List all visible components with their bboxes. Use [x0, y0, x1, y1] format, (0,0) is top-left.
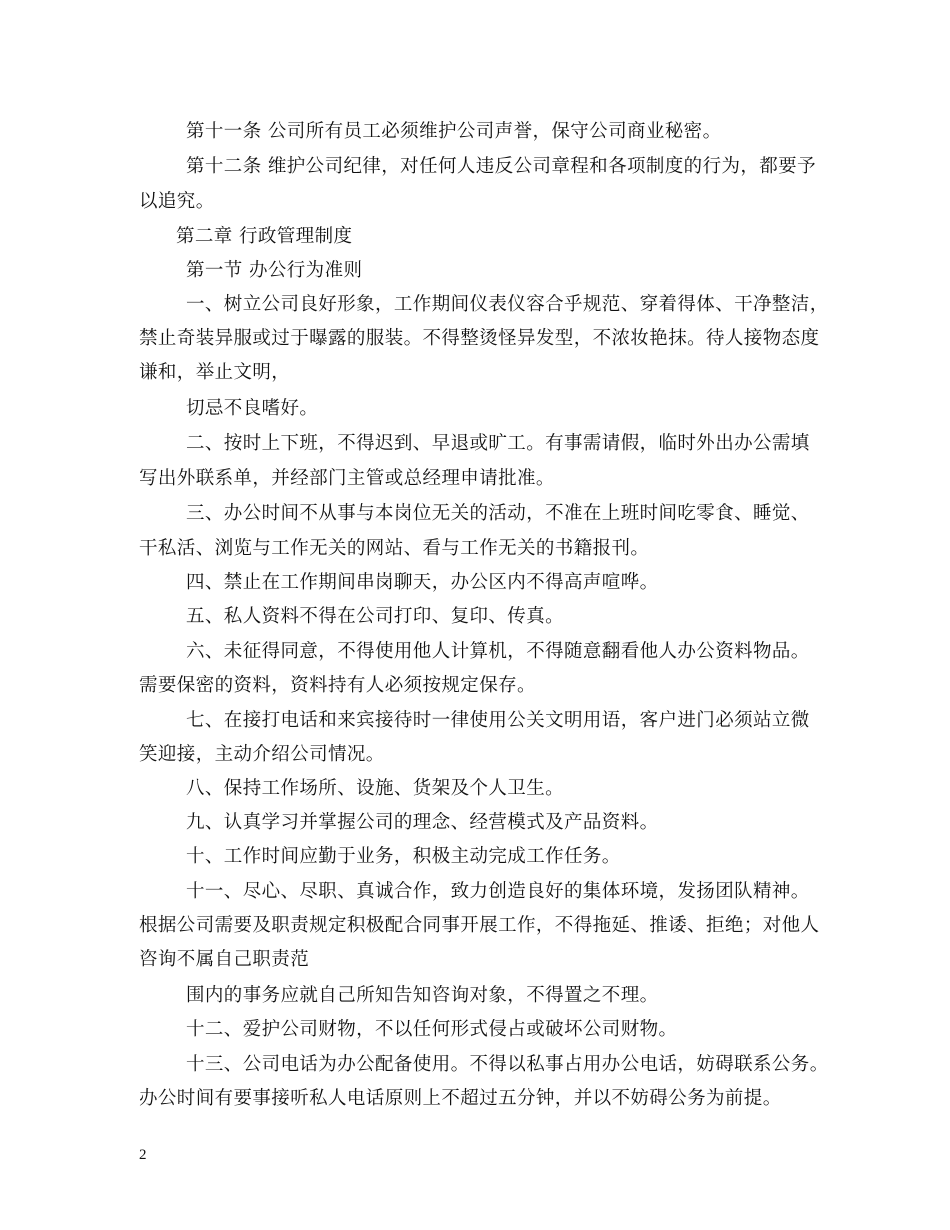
text-line: 八、保持工作场所、设施、货架及个人卫生。: [186, 778, 565, 799]
text-line: 四、禁止在工作期间串岗聊天，办公区内不得高声喧哗。: [186, 572, 659, 593]
text-line: 十二、爱护公司财物，不以任何形式侵占或破坏公司财物。: [186, 1019, 678, 1040]
text-line: 干私活、浏览与工作无关的网站、看与工作无关的书籍报刊。: [139, 538, 650, 559]
text-line: 根据公司需要及职责规定积极配合同事开展工作，不得拖延、推诿、拒绝；对他人: [139, 915, 820, 936]
text-line: 以追究。: [139, 191, 215, 212]
text-line: 谦和，举止文明，: [139, 362, 291, 383]
text-line: 第十一条 公司所有员工必须维护公司声誉，保守公司商业秘密。: [186, 121, 722, 142]
page-number: 2: [139, 1147, 147, 1163]
text-line: 切忌不良嗜好。: [186, 398, 319, 419]
text-line: 围内的事务应就自己所知告知咨询对象，不得置之不理。: [186, 985, 659, 1006]
text-line: 需要保密的资料，资料持有人必须按规定保存。: [139, 675, 536, 696]
text-line: 写出外联系单，并经部门主管或总经理申请批准。: [139, 468, 555, 489]
text-line: 二、按时上下班，不得迟到、早退或旷工。有事需请假，临时外出办公需填: [186, 433, 810, 454]
chapter-heading: 第二章 行政管理制度: [176, 226, 353, 247]
text-line: 第十二条 维护公司纪律，对任何人违反公司章程和各项制度的行为，都要予: [186, 156, 816, 177]
text-line: 七、在接打电话和来宾接待时一律使用公关文明用语，客户进门必须站立微: [186, 710, 810, 731]
text-line: 十一、尽心、尽职、真诚合作，致力创造良好的集体环境，发扬团队精神。: [186, 881, 810, 902]
text-line: 禁止奇装异服或过于曝露的服装。不得整烫怪异发型，不浓妆艳抹。待人接物态度: [139, 328, 820, 349]
text-line: 三、办公时间不从事与本岗位无关的活动，不准在上班时间吃零食、睡觉、: [186, 503, 810, 524]
text-line: 笑迎接，主动介绍公司情况。: [139, 744, 385, 765]
text-line: 十三、公司电话为办公配备使用。不得以私事占用办公电话，妨碍联系公务。: [186, 1054, 829, 1075]
text-line: 一、树立公司良好形象，工作期间仪表仪容合乎规范、穿着得体、干净整洁，: [186, 294, 829, 315]
text-line: 九、认真学习并掌握公司的理念、经营模式及产品资料。: [186, 812, 659, 833]
text-line: 办公时间有要事接听私人电话原则上不超过五分钟，并以不妨碍公务为前提。: [139, 1088, 782, 1109]
section-heading: 第一节 办公行为准则: [186, 260, 363, 281]
text-line: 五、私人资料不得在公司打印、复印、传真。: [186, 606, 565, 627]
text-line: 咨询不属自己职责范: [139, 949, 310, 970]
text-line: 十、工作时间应勤于业务，积极主动完成工作任务。: [186, 846, 621, 867]
text-line: 六、未征得同意，不得使用他人计算机，不得随意翻看他人办公资料物品。: [186, 641, 810, 662]
